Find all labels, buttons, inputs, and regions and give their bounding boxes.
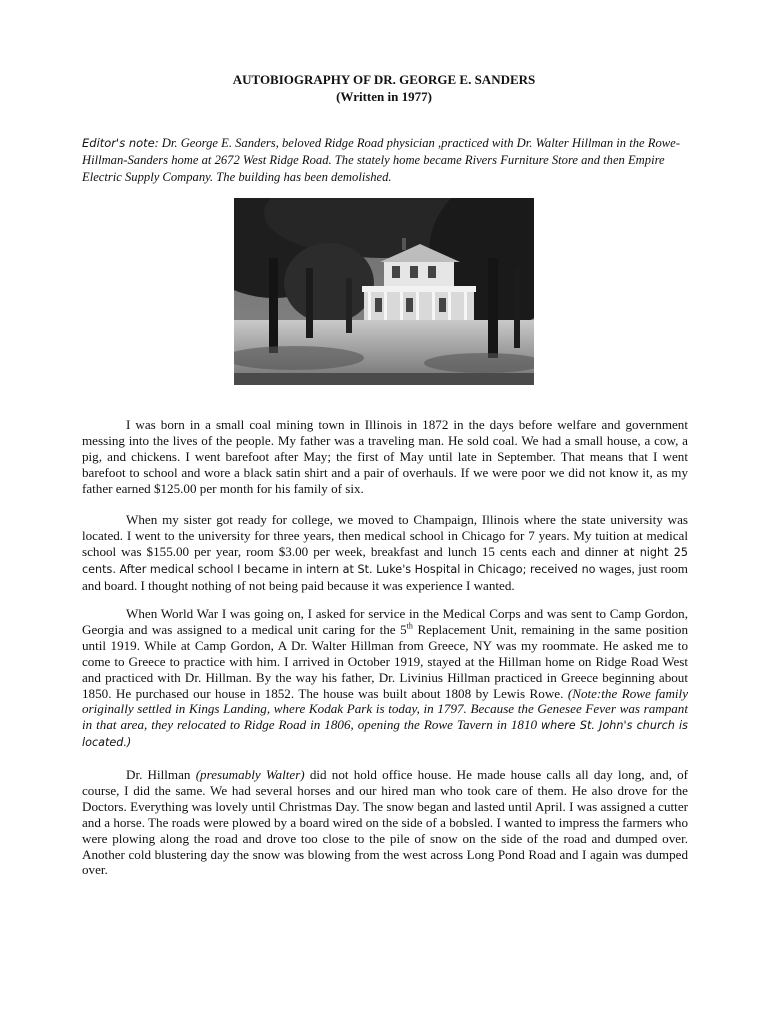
paragraph-text-typed: at night 25 cents. After medical school I became in intern at St. Luke's Hospital in Chicago; received no [82,545,688,576]
paragraph-childhood [82,417,688,497]
walter-note: (presumably Walter) [195,767,305,782]
editor-note-label: Editor's note: [82,136,159,150]
paragraph-text: I was born in a small coal mining town in Illinois in 1872 in the days before welfare and government messing into the lives of the people. My father was a traveling man. He sold coal. We had a small house, a cow, a pig, and chickens. I went barefoot after May; the first of May until late in September. That means that I went barefoot to school and wore a black satin shirt and a pair of overhauls. If we were poor we did not know it, as my father earned $125.00 per month for his family of six. [82,417,688,496]
rowe-family-note-end: where St. John's church is located.) [82,719,688,750]
document-subtitle: (Written in 1977) [336,89,432,104]
paragraph-text: When my sister got ready for college, we moved to Champaign, Illinois where the state university was located. I went to the university for three years, then medical school in Chicago for 7 years. My tuition at medical school was $155.00 per year, room $3.00 per week, breakfast and lunch 15 cents each and dinner [82,512,688,559]
document-title: AUTOBIOGRAPHY OF DR. GEORGE E. SANDERS [232,72,536,87]
paragraph-text: did not hold office house. He made house calls all day long, and, of course, I did the same. We had several horses and our hired man who took care of them. He also drove for the Doctors. Everything was lovely until Christmas Day. The snow began and lasted until April. I was assigned a cutter and a horse. The roads were plowed by a board wired on the side of a bobsled. I wanted to impress the farmers who were plowing along the road and drove too close to the pile of snow on the side of the road and dumped over. Another cold blustering day the snow was blowing from the west across Long Pond Road and I again was dumped over. [82,767,689,878]
paragraph-education [82,512,688,594]
paragraph-war-service [82,606,688,751]
paragraph-text: When World War I was going on, I asked for service in the Medical Corps and was sent to Camp Gordon, Georgia and was assigned to a medical unit caring for the 5 [82,606,688,637]
paragraph-house-calls [82,767,688,878]
editor-note-text: Dr. George E. Sanders, beloved Ridge Road physician ,practiced with Dr. Walter Hillman in the Rowe-Hillman-Sanders home at 2672 West Ridge Road. The stately home became Rivers Furniture Store and then Empire Electric Supply Company. The building has been demolished. [82,136,680,185]
paragraph-text: wages, just room and board. I thought nothing of not being paid because it was experience I wanted. [82,560,688,593]
superscript: th [406,621,413,631]
house-photo [234,198,534,385]
rowe-family-note: (Note:the Rowe family originally settled in Kings Landing, where Kodak Park is today, in 1797. Because the Genesee Fever was rampant in that area, they relocated to Ridge Road in 1806, opening the Rowe Tavern in 1810 [82,685,689,733]
paragraph-text: Replacement Unit, remaining in the same position until 1919. While at Camp Gordon, A Dr. Walter Hillman from Greece, NY was my roommate. He asked me to come to Greece to practice with him. I arrived in October 1919, stayed at the Hillman home on Ridge Road West and practiced with Dr. Hillman. By the way his father, Dr. Livinius Hillman practiced in Greece beginning about 1850. He purchased our house in 1852. The house was built about 1808 by Lewis Rowe. [82,621,688,701]
paragraph-text: Dr. Hillman [126,767,191,782]
editor-note [82,135,688,187]
